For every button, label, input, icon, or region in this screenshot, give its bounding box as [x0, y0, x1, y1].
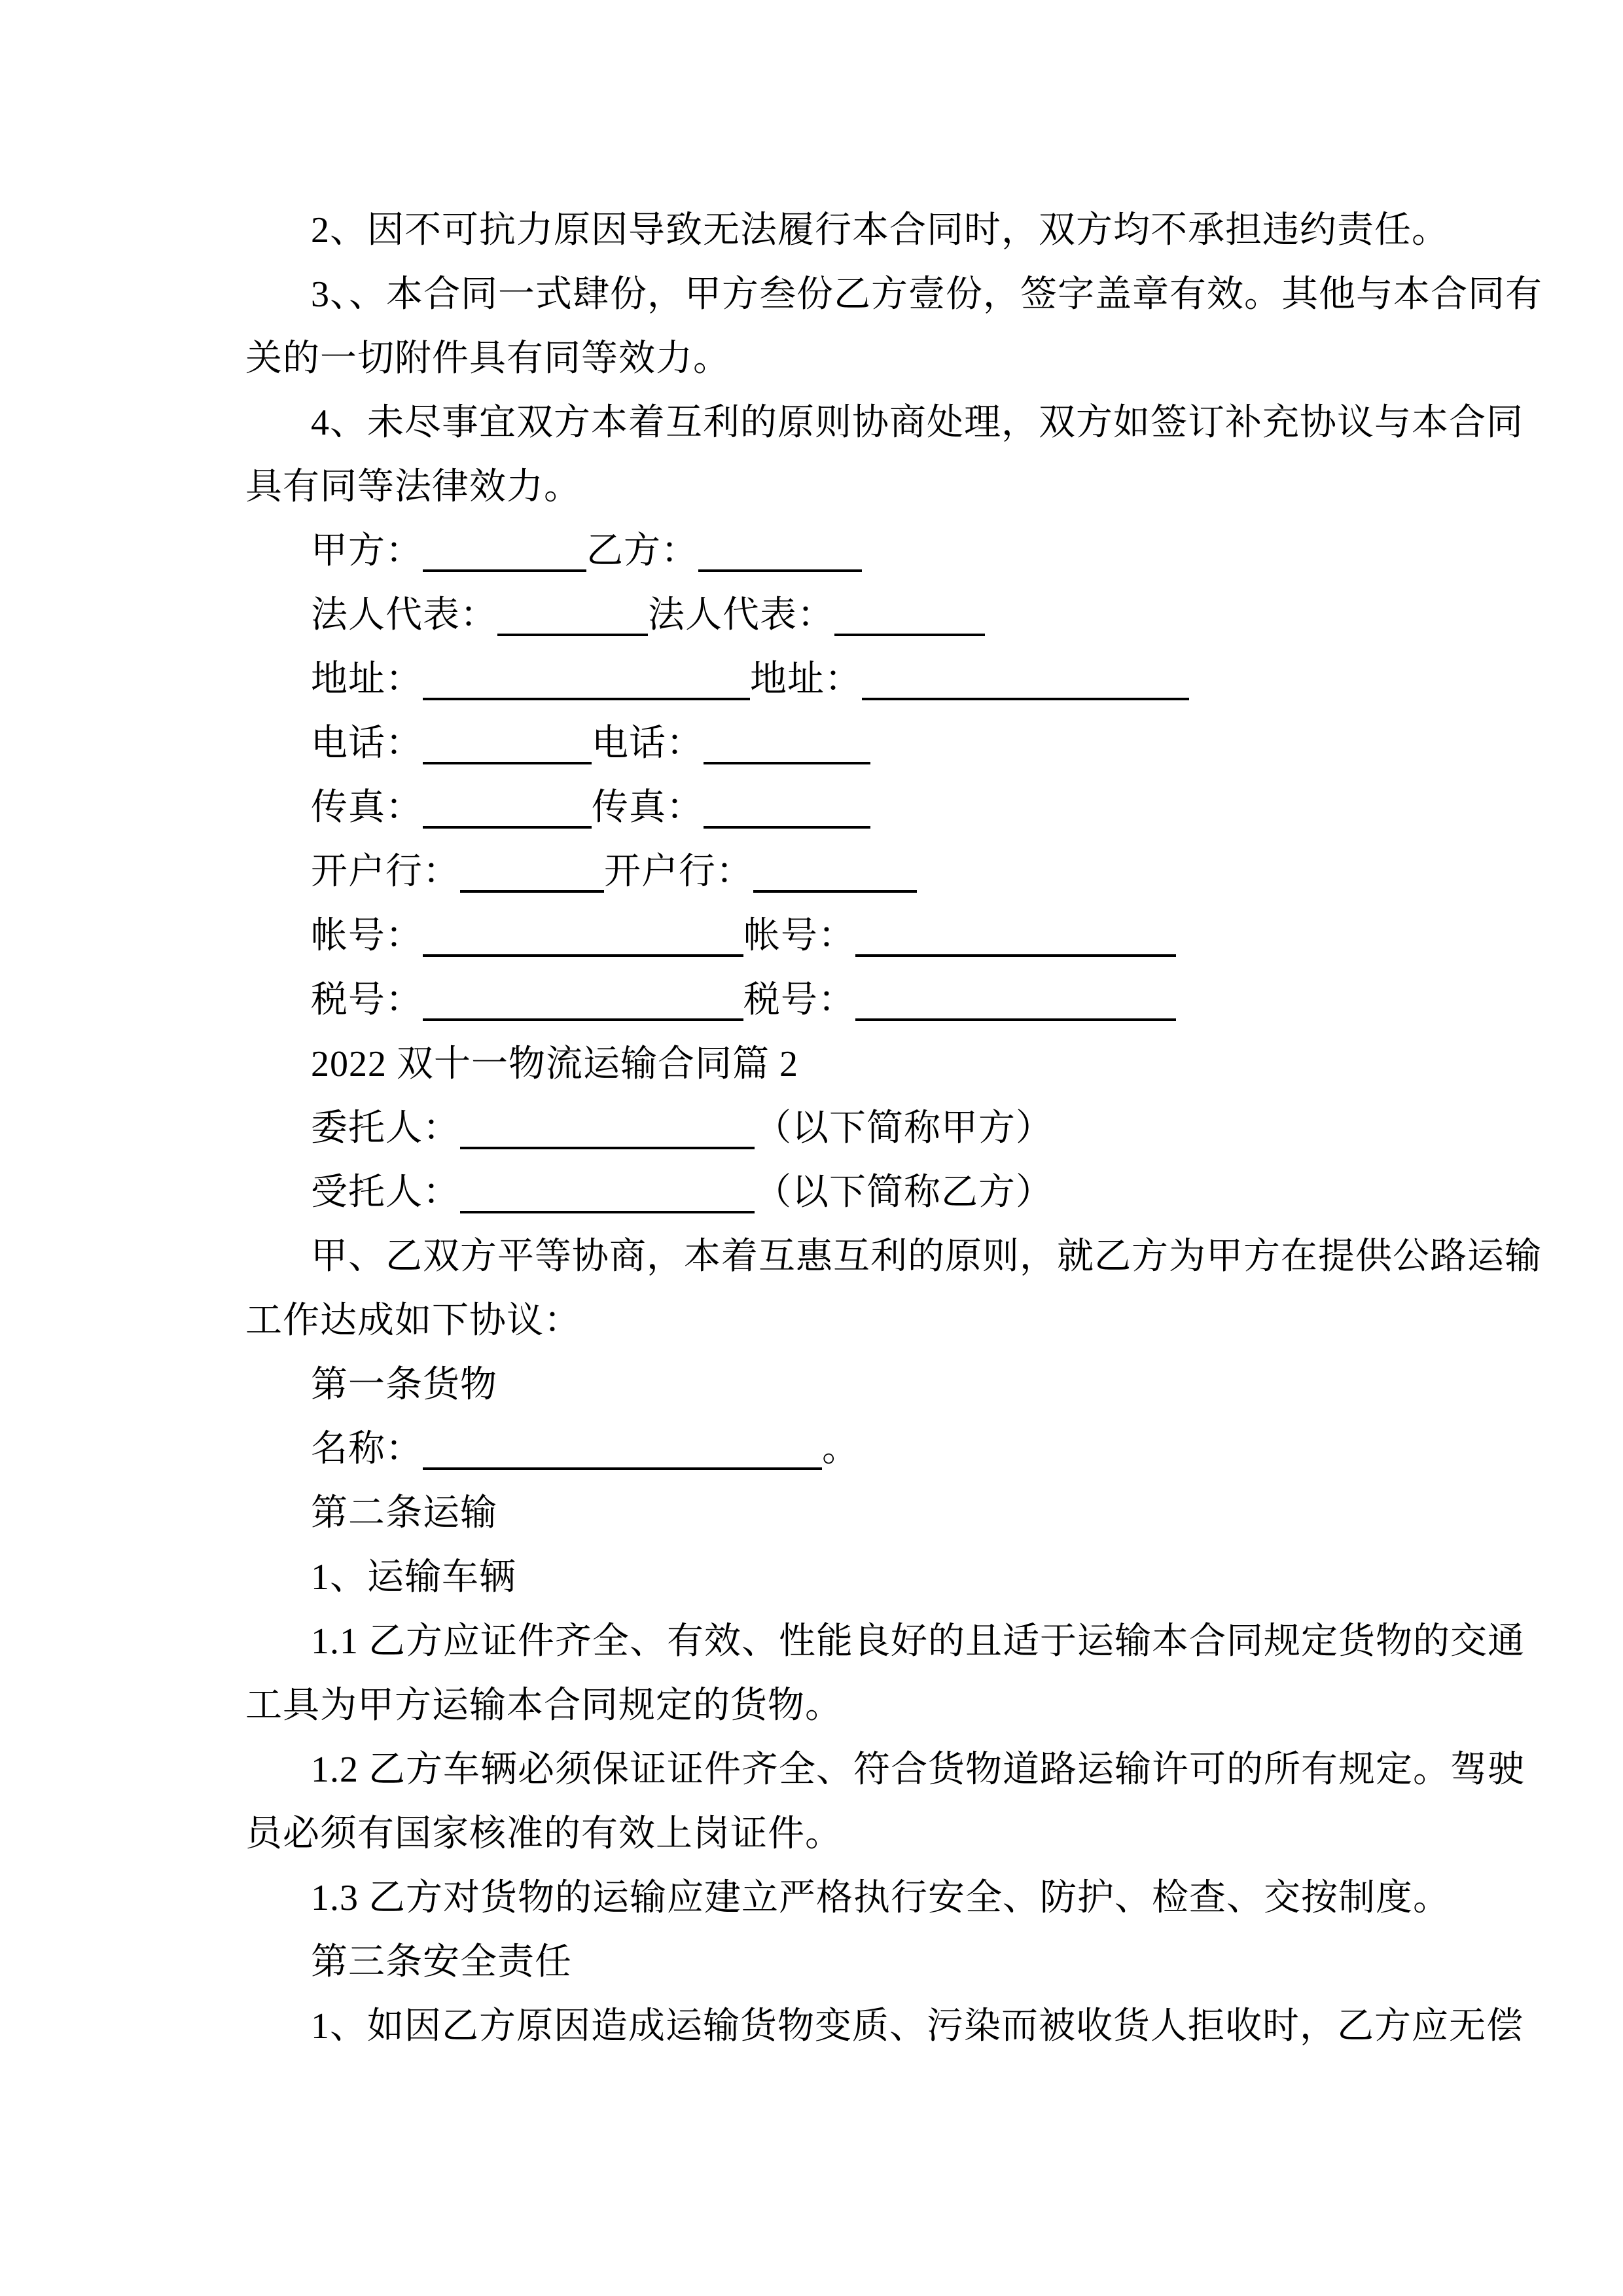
text-segment: 1、运输车辆: [311, 1557, 516, 1598]
document-line: [245, 455, 1378, 519]
document-line: [245, 776, 1378, 840]
blank-field: [423, 723, 592, 764]
text-segment: 法人代表：: [648, 595, 834, 636]
text-segment: 委托人：: [311, 1108, 460, 1149]
text-segment: 税号：: [743, 980, 855, 1020]
text-segment: 1.3 乙方对货物的运输应建立严格执行安全、防护、检查、交按制度。: [311, 1878, 1450, 1918]
blank-field: [497, 594, 648, 636]
text-segment: 电话：: [311, 723, 423, 764]
text-segment: 工具为甲方运输本合同规定的货物。: [245, 1685, 842, 1726]
document-line: [245, 1096, 1378, 1160]
document-line: [245, 968, 1378, 1032]
document-line: [245, 1225, 1542, 1289]
document-line: [245, 1417, 1378, 1481]
text-segment: 名称：: [311, 1429, 423, 1469]
document-line: [245, 840, 1378, 904]
text-segment: 地址：: [311, 659, 423, 700]
text-segment: 开户行：: [604, 852, 753, 892]
text-segment: 传真：: [592, 787, 704, 828]
document-content: [245, 198, 1543, 2058]
document-line: [245, 1802, 1378, 1866]
document-line: [245, 519, 1378, 583]
text-segment: 电话：: [592, 723, 704, 764]
text-segment: 第一条货物: [311, 1365, 497, 1405]
document-line: [245, 391, 1524, 455]
document-line: [245, 327, 1378, 391]
text-segment: 地址：: [750, 659, 862, 700]
text-segment: （以下简称甲方）: [755, 1108, 1053, 1149]
text-segment: 甲方：: [311, 531, 423, 571]
blank-field: [460, 1107, 755, 1149]
text-segment: 法人代表：: [311, 595, 497, 636]
blank-field: [423, 787, 592, 829]
text-segment: 。: [822, 1429, 859, 1469]
text-segment: 1、如因乙方原因造成运输货物变质、污染而被收货人拒收时，乙方应无偿: [311, 2006, 1524, 2047]
blank-field: [460, 851, 604, 893]
document-line: [245, 1994, 1524, 2058]
text-segment: （以下简称乙方）: [755, 1172, 1053, 1213]
text-segment: 开户行：: [311, 852, 460, 892]
text-segment: 具有同等法律效力。: [245, 467, 581, 507]
document-line: [245, 583, 1378, 647]
text-segment: 第三条安全责任: [311, 1942, 572, 1982]
text-segment: 帐号：: [743, 916, 855, 956]
document-line: [245, 1738, 1525, 1802]
document-line: [245, 904, 1378, 968]
document-line: [245, 1353, 1378, 1417]
blank-field: [423, 915, 743, 957]
blank-field: [834, 594, 985, 636]
text-segment: 关的一切附件具有同等效力。: [245, 338, 730, 379]
blank-field: [423, 1428, 822, 1470]
text-segment: 1.1 乙方应证件齐全、有效、性能良好的且适于运输本合同规定货物的交通: [311, 1621, 1525, 1662]
text-segment: 2022 双十一物流运输合同篇 2: [311, 1044, 798, 1085]
document-line: [245, 1609, 1525, 1674]
document-line: [245, 1545, 1378, 1609]
document-line: [245, 1032, 1378, 1096]
blank-field: [423, 530, 586, 572]
document-line: [245, 262, 1543, 327]
text-segment: 乙方：: [586, 531, 698, 571]
document-line: [245, 1289, 1378, 1353]
blank-field: [698, 530, 862, 572]
document-line: [245, 1160, 1378, 1225]
document-line: [245, 711, 1378, 776]
text-segment: 受托人：: [311, 1172, 460, 1213]
blank-field: [423, 979, 743, 1021]
text-segment: 第二条运输: [311, 1493, 497, 1534]
text-segment: 员必须有国家核准的有效上岗证件。: [245, 1814, 842, 1854]
text-segment: 帐号：: [311, 916, 423, 956]
text-segment: 甲、乙双方平等协商，本着互惠互利的原则，就乙方为甲方在提供公路运输: [311, 1236, 1542, 1277]
blank-field: [423, 658, 750, 700]
text-segment: 2、因不可抗力原因导致无法履行本合同时，双方均不承担违约责任。: [311, 210, 1449, 251]
document-line: [245, 1674, 1378, 1738]
blank-field: [753, 851, 917, 893]
blank-field: [855, 915, 1176, 957]
text-segment: 4、未尽事宜双方本着互利的原则协商处理，双方如签订补充协议与本合同: [311, 403, 1524, 443]
text-segment: 3、、本合同一式肆份，甲方叁份乙方壹份，签字盖章有效。其他与本合同有: [311, 274, 1543, 315]
document-line: [245, 1481, 1378, 1545]
blank-field: [704, 787, 870, 829]
text-segment: 传真：: [311, 787, 423, 828]
blank-field: [855, 979, 1176, 1021]
blank-field: [460, 1172, 755, 1213]
document-line: [245, 198, 1449, 262]
document-line: [245, 1866, 1450, 1930]
text-segment: 税号：: [311, 980, 423, 1020]
blank-field: [862, 658, 1189, 700]
document-line: [245, 1930, 1378, 1994]
text-segment: 1.2 乙方车辆必须保证证件齐全、符合货物道路运输许可的所有规定。驾驶: [311, 1749, 1525, 1790]
text-segment: 工作达成如下协议：: [245, 1300, 581, 1341]
blank-field: [704, 723, 870, 764]
document-line: [245, 647, 1378, 711]
